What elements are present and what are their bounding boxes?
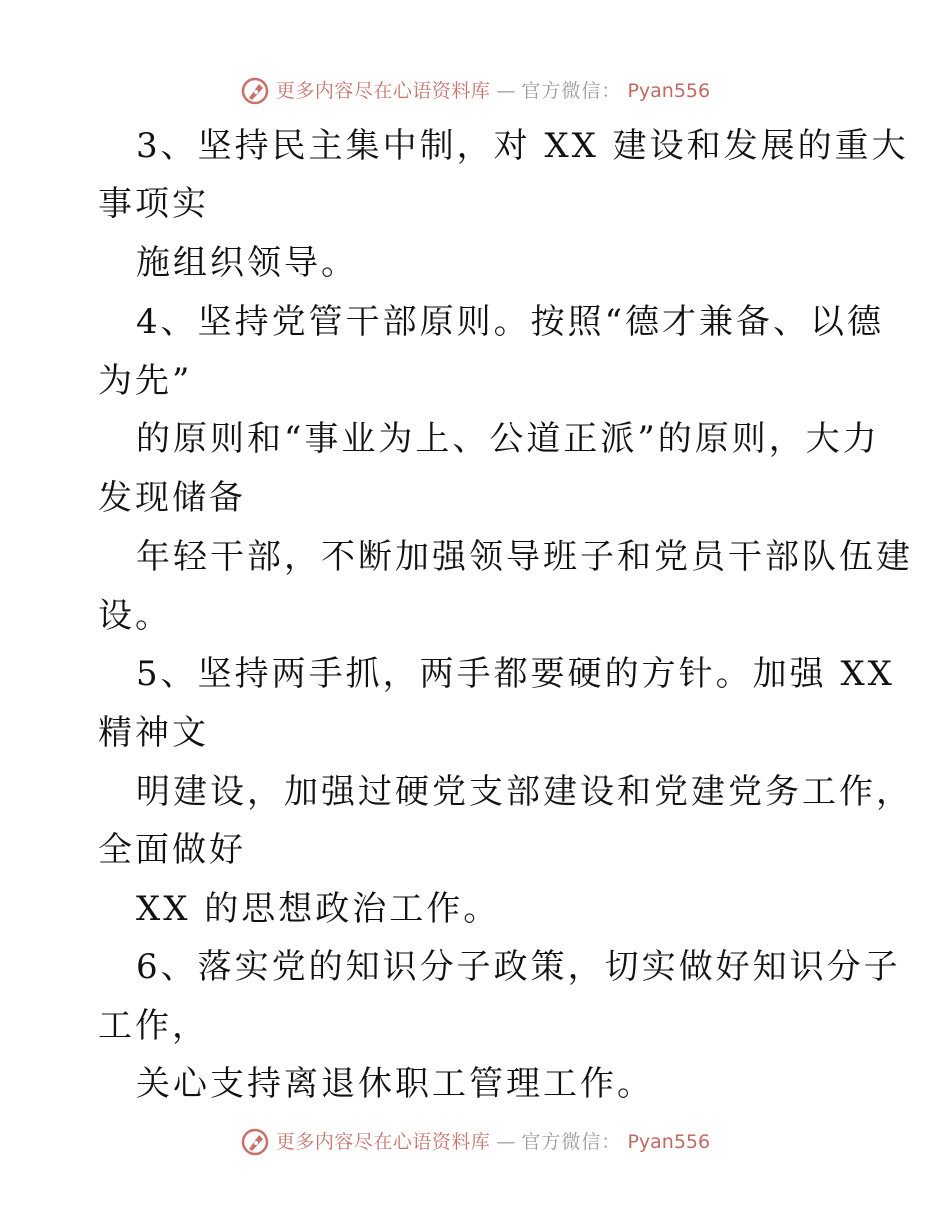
text-line: 年轻干部，不断加强领导班子和党员干部队伍建 <box>136 537 913 577</box>
watermark-wechat-label: 官方微信： <box>521 80 622 102</box>
pen-nib-circle-icon <box>240 1127 270 1157</box>
watermark-wechat-id: Pyan556 <box>627 80 711 102</box>
text-line: 事项实 <box>98 184 209 224</box>
text-line: 4、坚持党管干部原则。按照“德才兼备、以德 <box>136 302 885 342</box>
pen-nib-circle-icon <box>240 76 270 106</box>
text-line: 全面做好 <box>98 830 246 870</box>
watermark-wechat-id: Pyan556 <box>627 1131 711 1153</box>
footer-watermark <box>0 1127 950 1157</box>
watermark-brand-text: 更多内容尽在心语资料库 <box>275 80 491 102</box>
text-line: 工作， <box>98 1006 209 1046</box>
watermark-dash: — <box>496 80 516 102</box>
watermark-brand-text: 更多内容尽在心语资料库 <box>275 1131 491 1153</box>
text-line: 施组织领导。 <box>136 243 358 283</box>
header-watermark <box>0 76 950 106</box>
text-line: XX 的思想政治工作。 <box>136 889 501 929</box>
text-line: 3、坚持民主集中制，对 XX 建设和发展的重大 <box>136 126 909 166</box>
text-line: 关心支持离退休职工管理工作。 <box>136 1064 654 1104</box>
text-line: 5、坚持两手抓，两手都要硬的方针。加强 XX <box>136 654 895 694</box>
text-line: 精神文 <box>98 713 209 753</box>
text-line: 发现储备 <box>98 478 246 518</box>
watermark-dash: — <box>496 1131 516 1153</box>
watermark-wechat-label: 官方微信： <box>521 1131 622 1153</box>
text-line: 6、落实党的知识分子政策，切实做好知识分子 <box>136 947 901 987</box>
text-line: 设。 <box>98 596 172 636</box>
text-line: 为先” <box>98 361 193 401</box>
text-line: 的原则和“事业为上、公道正派”的原则，大力 <box>136 419 880 459</box>
text-line: 明建设，加强过硬党支部建设和党建党务工作， <box>136 772 913 812</box>
